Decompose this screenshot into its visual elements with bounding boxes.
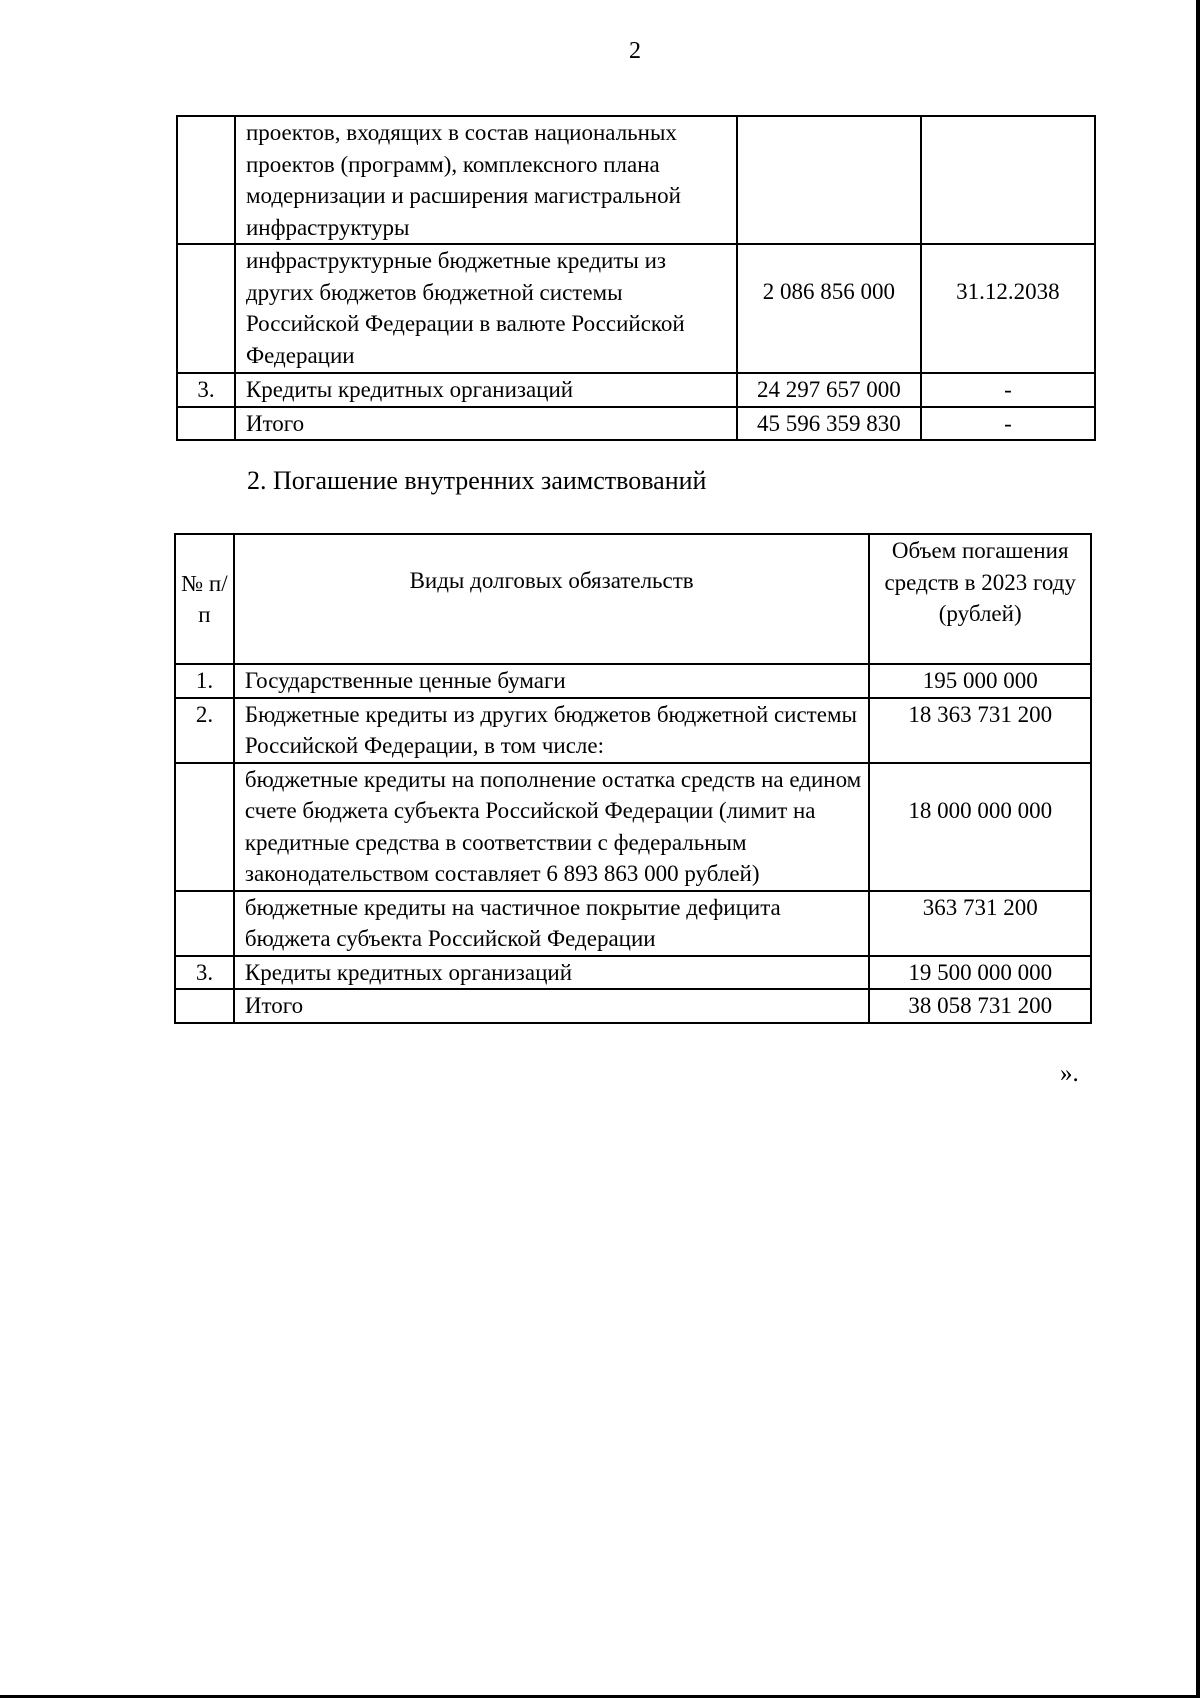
debt-type: бюджетные кредиты на пополнение остатка средств на едином счете бюджета субъекта Российской Федерации (лимит на кредитные средства в соответствии с федеральным законодательством составляет 6 893 863 000 рублей)	[234, 763, 870, 891]
table-row	[175, 698, 1091, 763]
column-header-repayment-volume: Объем погашения средств в 2023 году (рублей)	[869, 534, 1091, 664]
row-number: 3.	[177, 373, 235, 407]
section-title: 2. Погашение внутренних заимствований	[247, 466, 707, 495]
repayment-amount: 18 363 731 200	[869, 698, 1091, 763]
row-number	[177, 407, 235, 441]
repayment-table	[174, 533, 1092, 1024]
table-row	[177, 373, 1095, 407]
borrowing-table	[176, 115, 1096, 441]
row-number: 3.	[175, 956, 234, 990]
total-label: Итого	[235, 407, 737, 441]
table-header-row	[175, 534, 1091, 664]
page-number: 2	[629, 38, 641, 64]
table-row	[177, 407, 1095, 441]
row-number: 2.	[175, 698, 234, 763]
debt-type: Государственные ценные бумаги	[234, 664, 870, 698]
table-row	[175, 956, 1091, 990]
repayment-amount: 363 731 200	[869, 891, 1091, 956]
amount: 2 086 856 000	[737, 244, 921, 373]
row-number	[175, 763, 234, 891]
table-row	[177, 244, 1095, 373]
repayment-date: -	[921, 407, 1095, 441]
closing-quote-mark: ».	[1060, 1060, 1079, 1087]
repayment-amount: 19 500 000 000	[869, 956, 1091, 990]
column-header-number: № п/п	[175, 534, 234, 664]
debt-type: Кредиты кредитных организаций	[234, 956, 870, 990]
total-amount: 38 058 731 200	[869, 989, 1091, 1023]
column-header-debt-type: Виды долговых обязательств	[234, 534, 870, 664]
row-number	[177, 244, 235, 373]
table-row	[175, 891, 1091, 956]
total-label: Итого	[234, 989, 870, 1023]
row-number	[177, 116, 235, 244]
debt-type: Бюджетные кредиты из других бюджетов бюджетной системы Российской Федерации, в том числе:	[234, 698, 870, 763]
table-row	[175, 763, 1091, 891]
table-row	[177, 116, 1095, 244]
debt-type: проектов, входящих в состав национальных проектов (программ), комплексного плана модернизации и расширения магистральной инфраструктуры	[235, 116, 737, 244]
debt-type: Кредиты кредитных организаций	[235, 373, 737, 407]
amount: 24 297 657 000	[737, 373, 921, 407]
repayment-amount: 195 000 000	[869, 664, 1091, 698]
row-number: 1.	[175, 664, 234, 698]
repayment-date	[921, 116, 1095, 244]
table-row	[175, 664, 1091, 698]
total-amount: 45 596 359 830	[737, 407, 921, 441]
scan-right-edge	[1196, 0, 1200, 1698]
row-number	[175, 891, 234, 956]
amount	[737, 116, 921, 244]
repayment-date: -	[921, 373, 1095, 407]
table-row	[175, 989, 1091, 1023]
repayment-date: 31.12.2038	[921, 244, 1095, 373]
row-number	[175, 989, 234, 1023]
debt-type: бюджетные кредиты на частичное покрытие дефицита бюджета субъекта Российской Федерации	[234, 891, 870, 956]
repayment-amount: 18 000 000 000	[869, 763, 1091, 891]
debt-type: инфраструктурные бюджетные кредиты из других бюджетов бюджетной системы Российской Федерации в валюте Российской Федерации	[235, 244, 737, 373]
